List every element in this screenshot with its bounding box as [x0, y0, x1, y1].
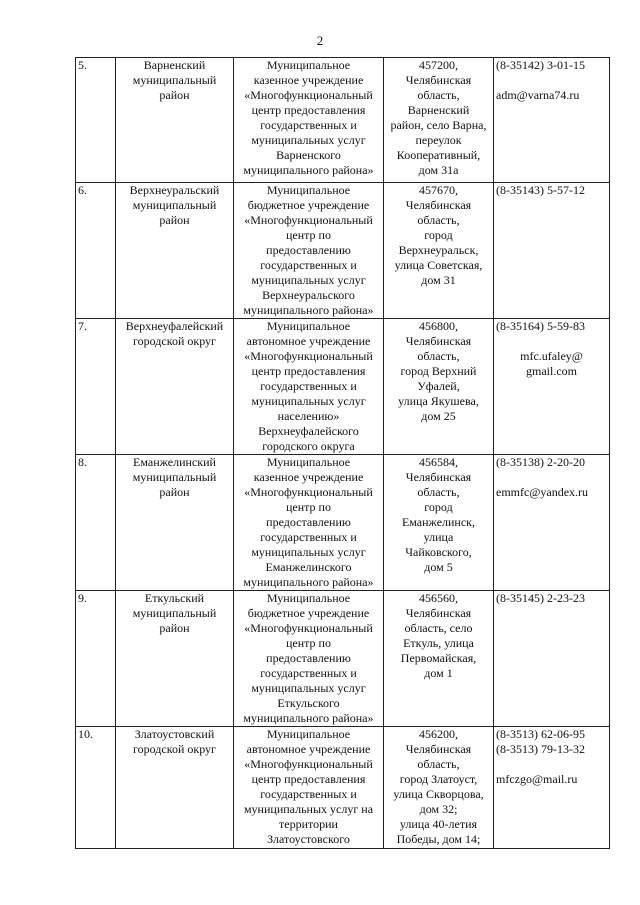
municipality-line: район [159, 621, 190, 635]
organization-line: центр предоставления [251, 772, 366, 786]
address-line: Варненский [407, 103, 470, 117]
address-cell [384, 455, 494, 591]
address-line: улица Советская, [394, 258, 483, 272]
contacts-cell [494, 591, 610, 727]
organization-line: бюджетное учреждение [247, 198, 370, 212]
organization-line: Варненского [276, 148, 341, 162]
address-line: область, [417, 485, 460, 499]
address-line: 457670, [419, 183, 458, 197]
address-line: область, [417, 213, 460, 227]
address-line: Первомайская, [400, 651, 477, 665]
email-link[interactable]: adm@varna74.ru [496, 88, 580, 102]
organization-line: «Многофункциональный [244, 88, 373, 102]
address-line: Кооперативный, [396, 148, 481, 162]
phone-number: (8-35138) 2-20-20 [496, 455, 585, 469]
mfc-table [75, 57, 610, 849]
organization-line: муниципальных услуг [251, 273, 366, 287]
organization-line: городского округа [262, 439, 355, 453]
address-line: дом 31а [418, 163, 459, 177]
municipality-line: городской округ [133, 334, 216, 348]
organization-cell [234, 727, 384, 849]
address-line: город Верхний [400, 364, 477, 378]
organization-line: муниципального района» [243, 163, 374, 177]
address-line: улица 40-летия [399, 817, 478, 831]
page-number: 2 [316, 33, 324, 48]
address-line: город [424, 500, 453, 514]
organization-line: Муниципальное [266, 319, 351, 333]
organization-line: Муниципальное [266, 455, 351, 469]
phone-number: (8-35164) 5-59-83 [496, 319, 585, 333]
organization-line: центр предоставления [251, 103, 366, 117]
address-line: дом 31 [421, 273, 456, 287]
address-line: Челябинская [405, 470, 472, 484]
contacts-cell [494, 319, 610, 455]
address-line: Челябинская [405, 198, 472, 212]
organization-line: Верхнеуральского [262, 288, 355, 302]
phone-number: (8-35142) 3-01-15 [496, 58, 585, 72]
address-line: Уфалей, [417, 379, 460, 393]
municipality-line: Златоустовский [134, 727, 215, 741]
phone-number: (8-3513) 79-13-32 [496, 742, 585, 756]
municipality-line: Варненский [143, 58, 206, 72]
municipality-cell [116, 183, 234, 319]
municipality-line: район [159, 213, 190, 227]
organization-line: государственных и [260, 379, 357, 393]
address-line: дом 5 [424, 560, 453, 574]
email-link[interactable]: mfczgo@mail.ru [496, 772, 578, 786]
organization-line: муниципальных услуг [251, 394, 366, 408]
address-line: Челябинская [405, 606, 472, 620]
row-number: 7. [76, 319, 116, 455]
organization-line: казенное учреждение [253, 73, 364, 87]
address-cell [384, 591, 494, 727]
address-line: область, [417, 349, 460, 363]
address-line: 456584, [419, 455, 458, 469]
municipality-line: район [159, 88, 190, 102]
organization-line: муниципальных услуг [251, 545, 366, 559]
organization-line: Муниципальное [266, 727, 351, 741]
municipality-line: муниципальный [132, 470, 217, 484]
organization-line: «Многофункциональный [244, 485, 373, 499]
address-line: Челябинская [405, 742, 472, 756]
table-row [76, 319, 610, 455]
row-number: 10. [76, 727, 116, 849]
organization-line: «Многофункциональный [244, 621, 373, 635]
address-line: улица [423, 530, 454, 544]
municipality-cell [116, 319, 234, 455]
address-line: Верхнеуральск, [398, 243, 479, 257]
organization-line: Златоустовского [267, 832, 350, 846]
organization-line: предоставлению [266, 515, 351, 529]
municipality-line: район [159, 485, 190, 499]
organization-line: муниципальных услуг [251, 133, 366, 147]
address-line: область, село [404, 621, 473, 635]
address-line: 456200, [419, 727, 458, 741]
organization-line: бюджетное учреждение [247, 606, 370, 620]
address-line: область, [417, 757, 460, 771]
table-row [76, 591, 610, 727]
organization-line: автономное учреждение [246, 334, 371, 348]
organization-line: муниципального района» [243, 303, 374, 317]
address-line: Чайковского, [405, 545, 472, 559]
organization-cell [234, 183, 384, 319]
municipality-cell [116, 455, 234, 591]
address-line: Победы, дом 14; [396, 832, 481, 846]
municipality-line: муниципальный [132, 198, 217, 212]
contacts-cell [494, 58, 610, 183]
organization-line: центр по [286, 228, 331, 242]
contacts-cell [494, 455, 610, 591]
address-line: дом 25 [421, 409, 456, 423]
organization-line: государственных и [260, 787, 357, 801]
organization-line: государственных и [260, 118, 357, 132]
municipality-cell [116, 727, 234, 849]
address-line: Еткуль, улица [403, 636, 474, 650]
municipality-line: муниципальный [132, 73, 217, 87]
municipality-line: муниципальный [132, 606, 217, 620]
address-line: 456800, [419, 319, 458, 333]
address-cell [384, 727, 494, 849]
organization-cell [234, 591, 384, 727]
organization-line: муниципальных услуг на [243, 802, 374, 816]
municipality-line: Верхнеуфалейский [125, 319, 224, 333]
row-number: 6. [76, 183, 116, 319]
address-line: 456560, [419, 591, 458, 605]
email-link[interactable]: mfc.ufaley@ [520, 349, 583, 363]
address-line: город [424, 228, 453, 242]
organization-line: «Многофункциональный [244, 757, 373, 771]
organization-line: муниципальных услуг [251, 681, 366, 695]
organization-line: Муниципальное [266, 58, 351, 72]
organization-line: Верхнеуфалейского [258, 424, 359, 438]
organization-line: государственных и [260, 666, 357, 680]
contacts-cell [494, 727, 610, 849]
organization-line: центр по [286, 636, 331, 650]
address-line: Челябинская [405, 73, 472, 87]
address-line: область, [417, 88, 460, 102]
organization-line: Муниципальное [266, 591, 351, 605]
organization-line: центр по [286, 500, 331, 514]
address-line: улица Якушева, [398, 394, 479, 408]
email-link[interactable]: gmail.com [526, 364, 577, 378]
organization-line: автономное учреждение [246, 742, 371, 756]
address-line: Челябинская [405, 334, 472, 348]
municipality-line: Еманжелинский [133, 455, 216, 469]
row-number: 5. [76, 58, 116, 183]
phone-number: (8-35145) 2-23-23 [496, 591, 585, 605]
address-line: дом 32; [419, 802, 458, 816]
organization-line: муниципального района» [243, 711, 374, 725]
organization-line: Еткульского [277, 696, 340, 710]
organization-cell [234, 58, 384, 183]
organization-line: Муниципальное [266, 183, 351, 197]
address-line: улица Скворцова, [393, 787, 484, 801]
row-number: 8. [76, 455, 116, 591]
row-number: 9. [76, 591, 116, 727]
organization-line: Еманжелинского [265, 560, 352, 574]
phone-number: (8-3513) 62-06-95 [496, 727, 585, 741]
municipality-cell [116, 58, 234, 183]
organization-line: муниципального района» [243, 575, 374, 589]
table-row [76, 455, 610, 591]
address-line: район, село Варна, [390, 118, 487, 132]
address-cell [384, 183, 494, 319]
municipality-line: городской округ [133, 742, 216, 756]
municipality-line: Верхнеуральский [129, 183, 220, 197]
email-link[interactable]: emmfc@yandex.ru [496, 485, 589, 499]
organization-line: территории [279, 817, 338, 831]
table-row [76, 727, 610, 849]
table-row [76, 183, 610, 319]
organization-line: «Многофункциональный [244, 213, 373, 227]
organization-line: центр предоставления [251, 364, 366, 378]
address-cell [384, 58, 494, 183]
organization-line: населению» [277, 409, 340, 423]
phone-number: (8-35143) 5-57-12 [496, 183, 585, 197]
organization-line: «Многофункциональный [244, 349, 373, 363]
organization-line: государственных и [260, 530, 357, 544]
address-line: Еманжелинск, [401, 515, 476, 529]
organization-line: государственных и [260, 258, 357, 272]
address-cell [384, 319, 494, 455]
address-line: 457200, [419, 58, 458, 72]
table-row [76, 58, 610, 183]
address-line: переулок [415, 133, 462, 147]
organization-line: предоставлению [266, 243, 351, 257]
contacts-cell [494, 183, 610, 319]
organization-line: казенное учреждение [253, 470, 364, 484]
municipality-cell [116, 591, 234, 727]
address-line: город Златоуст, [399, 772, 478, 786]
municipality-line: Еткульский [144, 591, 205, 605]
organization-cell [234, 319, 384, 455]
address-line: дом 1 [424, 666, 453, 680]
organization-cell [234, 455, 384, 591]
organization-line: предоставлению [266, 651, 351, 665]
